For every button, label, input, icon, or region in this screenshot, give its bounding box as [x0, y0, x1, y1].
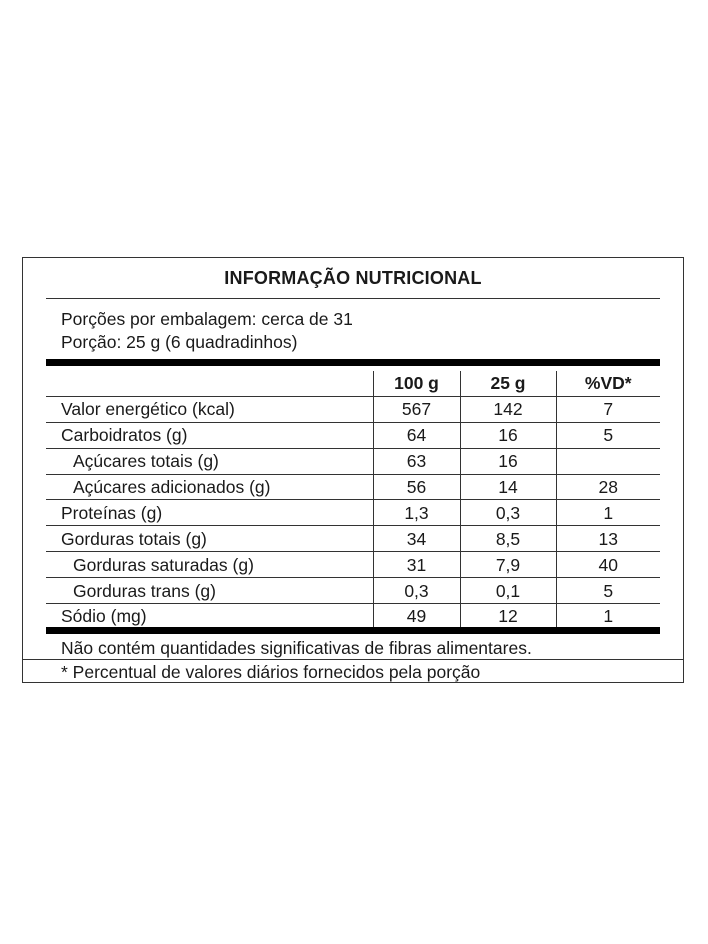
- value-vd: [556, 448, 660, 474]
- row-label: Gorduras saturadas (g): [46, 552, 373, 578]
- serving-size: Porção: 25 g (6 quadradinhos): [61, 332, 298, 352]
- header-label: [46, 371, 373, 396]
- row-label: Açúcares totais (g): [46, 448, 373, 474]
- row-label: Proteínas (g): [46, 500, 373, 526]
- portion-info: [61, 308, 353, 354]
- panel-title: INFORMAÇÃO NUTRICIONAL: [224, 268, 482, 288]
- table-row: [46, 396, 660, 422]
- table-row: [46, 578, 660, 604]
- row-label: Açúcares adicionados (g): [46, 474, 373, 500]
- nutrition-table: [46, 371, 660, 629]
- value-25g: 16: [460, 422, 556, 448]
- servings-per-package: Porções por embalagem: cerca de 31: [61, 309, 353, 329]
- value-100g: 31: [373, 552, 460, 578]
- title-divider: [46, 298, 660, 299]
- thick-divider-top: [46, 359, 660, 366]
- value-vd: 1: [556, 604, 660, 629]
- row-label: Gorduras totais (g): [46, 526, 373, 552]
- table-row: [46, 604, 660, 629]
- value-25g: 12: [460, 604, 556, 629]
- value-vd: 5: [556, 422, 660, 448]
- value-100g: 1,3: [373, 500, 460, 526]
- value-100g: 567: [373, 396, 460, 422]
- table-row: [46, 526, 660, 552]
- value-25g: 0,1: [460, 578, 556, 604]
- value-25g: 0,3: [460, 500, 556, 526]
- table-row: [46, 500, 660, 526]
- value-vd: 28: [556, 474, 660, 500]
- value-100g: 34: [373, 526, 460, 552]
- value-100g: 56: [373, 474, 460, 500]
- table-row: [46, 448, 660, 474]
- table-row: [46, 422, 660, 448]
- value-25g: 14: [460, 474, 556, 500]
- row-label: Carboidratos (g): [46, 422, 373, 448]
- value-100g: 49: [373, 604, 460, 629]
- value-vd: 40: [556, 552, 660, 578]
- value-vd: 13: [556, 526, 660, 552]
- value-100g: 63: [373, 448, 460, 474]
- value-vd: 1: [556, 500, 660, 526]
- nutrition-facts-panel: [22, 257, 684, 683]
- row-label: Gorduras trans (g): [46, 578, 373, 604]
- header-vd: %VD*: [556, 371, 660, 396]
- header-25g: 25 g: [460, 371, 556, 396]
- value-25g: 8,5: [460, 526, 556, 552]
- table-row: [46, 552, 660, 578]
- value-100g: 0,3: [373, 578, 460, 604]
- value-vd: 7: [556, 396, 660, 422]
- vd-footnote: * Percentual de valores diários fornecidos pela porção: [61, 662, 481, 682]
- thick-divider-bottom: [46, 627, 660, 634]
- fiber-footnote: Não contém quantidades significativas de fibras alimentares.: [61, 638, 532, 658]
- value-25g: 142: [460, 396, 556, 422]
- value-25g: 7,9: [460, 552, 556, 578]
- value-vd: 5: [556, 578, 660, 604]
- table-header-row: [46, 371, 660, 396]
- value-100g: 64: [373, 422, 460, 448]
- row-label: Sódio (mg): [61, 606, 147, 627]
- row-label: Valor energético (kcal): [46, 396, 373, 422]
- table-row: [46, 474, 660, 500]
- value-25g: 16: [460, 448, 556, 474]
- footnote-divider: [23, 659, 683, 660]
- header-100g: 100 g: [373, 371, 460, 396]
